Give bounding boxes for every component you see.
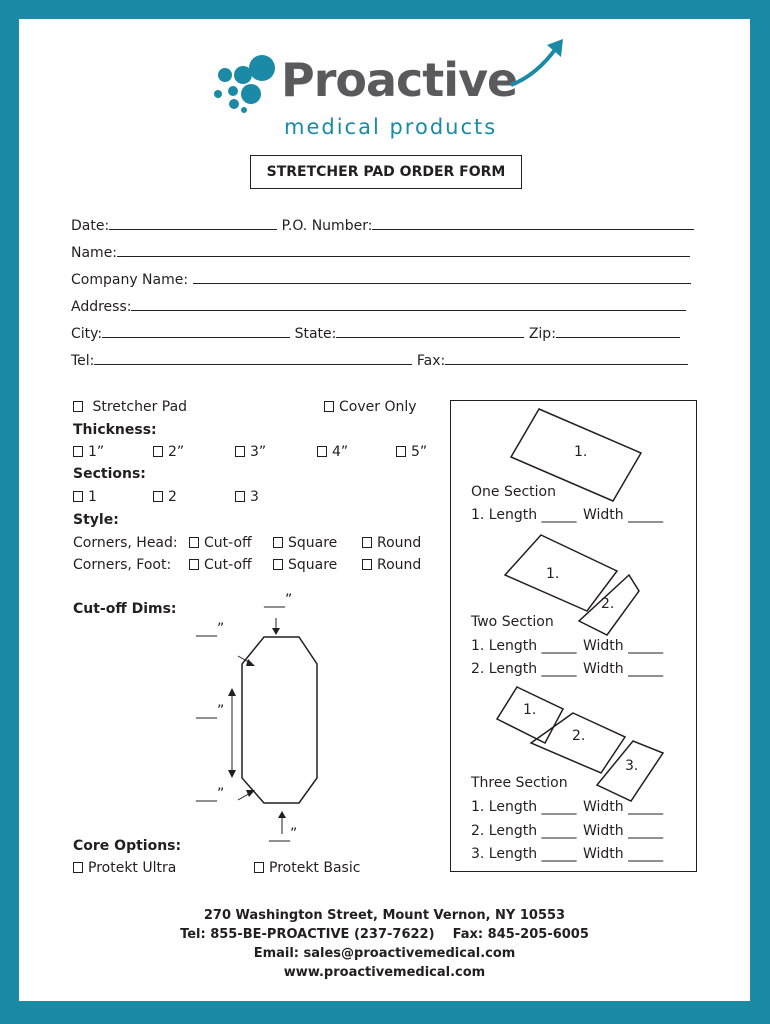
one-section-width-1[interactable]: Width _____: [583, 507, 664, 523]
sections-3-label: 3: [250, 489, 259, 505]
head-square-label: Square: [288, 535, 338, 551]
section-diagram-panel: [450, 400, 697, 872]
logo-arrow-icon: [507, 35, 567, 95]
head-round-label: Round: [377, 535, 422, 551]
head-square-option[interactable]: [273, 535, 337, 551]
stretcher-pad-option[interactable]: [73, 399, 187, 415]
cutoff-upper-left-blank[interactable]: ___”: [196, 621, 225, 637]
three-section-length-1[interactable]: 1. Length _____: [471, 799, 577, 815]
two-section-piece-2: 2.: [601, 596, 615, 612]
two-section-label: Two Section: [471, 614, 554, 630]
state-label: State:: [294, 326, 337, 342]
head-round-option[interactable]: [362, 535, 421, 551]
style-heading: Style:: [73, 512, 119, 528]
protekt-ultra-option[interactable]: [73, 860, 176, 876]
protekt-ultra-checkbox[interactable]: [73, 862, 83, 873]
foot-cutoff-label: Cut-off: [204, 557, 252, 573]
company-field-row[interactable]: [71, 270, 691, 288]
three-section-length-2[interactable]: 2. Length _____: [471, 823, 577, 839]
three-section-width-1[interactable]: Width _____: [583, 799, 664, 815]
cutoff-bottom-blank[interactable]: ___”: [269, 826, 298, 842]
one-section-piece-1: 1.: [574, 444, 588, 460]
thickness-option-3[interactable]: [235, 444, 266, 460]
head-square-checkbox[interactable]: [273, 537, 283, 548]
date-field-row[interactable]: [71, 216, 694, 234]
foot-round-option[interactable]: [362, 557, 421, 573]
thickness-option-5[interactable]: [396, 444, 427, 460]
footer-email[interactable]: Email: sales@proactivemedical.com: [253, 946, 516, 961]
corners-head-label: Corners, Head:: [73, 535, 178, 551]
tel-input-line[interactable]: [94, 351, 412, 365]
thickness-option-1[interactable]: [73, 444, 104, 460]
address-input-line[interactable]: [131, 297, 686, 311]
three-section-width-2[interactable]: Width _____: [583, 823, 664, 839]
address-field-row[interactable]: [71, 297, 686, 315]
city-label: City:: [71, 326, 103, 342]
city-input-line[interactable]: [102, 324, 290, 338]
protekt-basic-label: Protekt Basic: [269, 860, 361, 876]
foot-square-label: Square: [288, 557, 338, 573]
cover-only-label: Cover Only: [339, 399, 417, 415]
cutoff-dims-heading: Cut-off Dims:: [73, 601, 177, 617]
cover-only-option[interactable]: [324, 399, 417, 415]
protekt-basic-option[interactable]: [254, 860, 360, 876]
cover-only-checkbox[interactable]: [324, 401, 334, 412]
logo-tagline: medical products: [284, 115, 498, 139]
po-number-input-line[interactable]: [372, 216, 694, 230]
date-label: Date:: [71, 218, 110, 234]
thickness-2-checkbox[interactable]: [153, 446, 163, 457]
three-section-piece-2: 2.: [572, 728, 586, 744]
sections-2-label: 2: [168, 489, 177, 505]
head-round-checkbox[interactable]: [362, 537, 372, 548]
state-input-line[interactable]: [336, 324, 524, 338]
two-section-width-2[interactable]: Width _____: [583, 661, 664, 677]
sections-option-2[interactable]: [153, 489, 177, 505]
core-options-heading: Core Options:: [73, 838, 182, 854]
city-state-zip-row[interactable]: [71, 324, 680, 342]
thickness-5-label: 5”: [411, 444, 428, 460]
thickness-4-label: 4”: [332, 444, 349, 460]
foot-square-checkbox[interactable]: [273, 559, 283, 570]
sections-1-checkbox[interactable]: [73, 491, 83, 502]
zip-input-line[interactable]: [556, 324, 680, 338]
date-input-line[interactable]: [109, 216, 277, 230]
foot-round-checkbox[interactable]: [362, 559, 372, 570]
head-cutoff-checkbox[interactable]: [189, 537, 199, 548]
footer-address: 270 Washington Street, Mount Vernon, NY 10553: [203, 908, 566, 923]
form-title: STRETCHER PAD ORDER FORM: [250, 155, 522, 189]
thickness-5-checkbox[interactable]: [396, 446, 406, 457]
company-name-input-line[interactable]: [193, 270, 691, 284]
two-section-piece-1: 1.: [546, 566, 560, 582]
protekt-ultra-label: Protekt Ultra: [88, 860, 177, 876]
tel-label: Tel:: [71, 353, 95, 369]
foot-square-option[interactable]: [273, 557, 337, 573]
sections-2-checkbox[interactable]: [153, 491, 163, 502]
name-label: Name:: [71, 245, 118, 261]
sections-3-checkbox[interactable]: [235, 491, 245, 502]
sections-heading: Sections:: [73, 466, 146, 482]
cutoff-length-blank[interactable]: ___”: [196, 703, 225, 719]
thickness-option-4[interactable]: [317, 444, 348, 460]
name-field-row[interactable]: [71, 243, 690, 261]
thickness-4-checkbox[interactable]: [317, 446, 327, 457]
protekt-basic-checkbox[interactable]: [254, 862, 264, 873]
name-input-line[interactable]: [117, 243, 690, 257]
fax-input-line[interactable]: [445, 351, 688, 365]
tel-fax-row[interactable]: [71, 351, 688, 369]
thickness-1-checkbox[interactable]: [73, 446, 83, 457]
order-form-page: [19, 19, 750, 1001]
logo-wordmark: Proactive: [281, 53, 518, 107]
two-section-width-1[interactable]: Width _____: [583, 638, 664, 654]
one-section-length-1[interactable]: 1. Length _____: [471, 507, 577, 523]
stretcher-pad-label: Stretcher Pad: [92, 399, 188, 415]
two-section-length-2[interactable]: 2. Length _____: [471, 661, 577, 677]
footer-tel-fax: Tel: 855-BE-PROACTIVE (237-7622) Fax: 845-205-6005: [180, 927, 589, 942]
footer-website[interactable]: www.proactivemedical.com: [283, 965, 486, 980]
three-section-length-3[interactable]: 3. Length _____: [471, 846, 577, 862]
po-number-label: P.O. Number:: [281, 218, 373, 234]
foot-cutoff-option[interactable]: [189, 557, 252, 573]
sections-1-label: 1: [88, 489, 97, 505]
head-cutoff-label: Cut-off: [204, 535, 252, 551]
thickness-2-label: 2”: [168, 444, 185, 460]
cutoff-lower-left-blank[interactable]: ___”: [196, 786, 225, 802]
thickness-3-label: 3”: [250, 444, 267, 460]
thickness-heading: Thickness:: [73, 422, 157, 438]
pad-outline-diagram: [224, 604, 334, 839]
three-section-width-3[interactable]: Width _____: [583, 846, 664, 862]
foot-cutoff-checkbox[interactable]: [189, 559, 199, 570]
thickness-3-checkbox[interactable]: [235, 446, 245, 457]
head-cutoff-option[interactable]: [189, 535, 252, 551]
sections-option-1[interactable]: [73, 489, 97, 505]
logo-dots-icon: [205, 49, 285, 119]
zip-label: Zip:: [528, 326, 556, 342]
corners-foot-label: Corners, Foot:: [73, 557, 172, 573]
sections-option-3[interactable]: [235, 489, 259, 505]
fax-label: Fax:: [416, 353, 446, 369]
address-label: Address:: [71, 299, 132, 315]
thickness-option-2[interactable]: [153, 444, 184, 460]
stretcher-pad-checkbox[interactable]: [73, 401, 83, 412]
three-section-piece-1: 1.: [523, 702, 537, 718]
three-section-label: Three Section: [471, 775, 568, 791]
cutoff-top-blank[interactable]: ___”: [264, 592, 293, 608]
three-section-piece-3: 3.: [625, 758, 639, 774]
one-section-label: One Section: [471, 484, 556, 500]
two-section-length-1[interactable]: 1. Length _____: [471, 638, 577, 654]
thickness-1-label: 1”: [88, 444, 105, 460]
company-name-label: Company Name:: [71, 272, 189, 288]
foot-round-label: Round: [377, 557, 422, 573]
